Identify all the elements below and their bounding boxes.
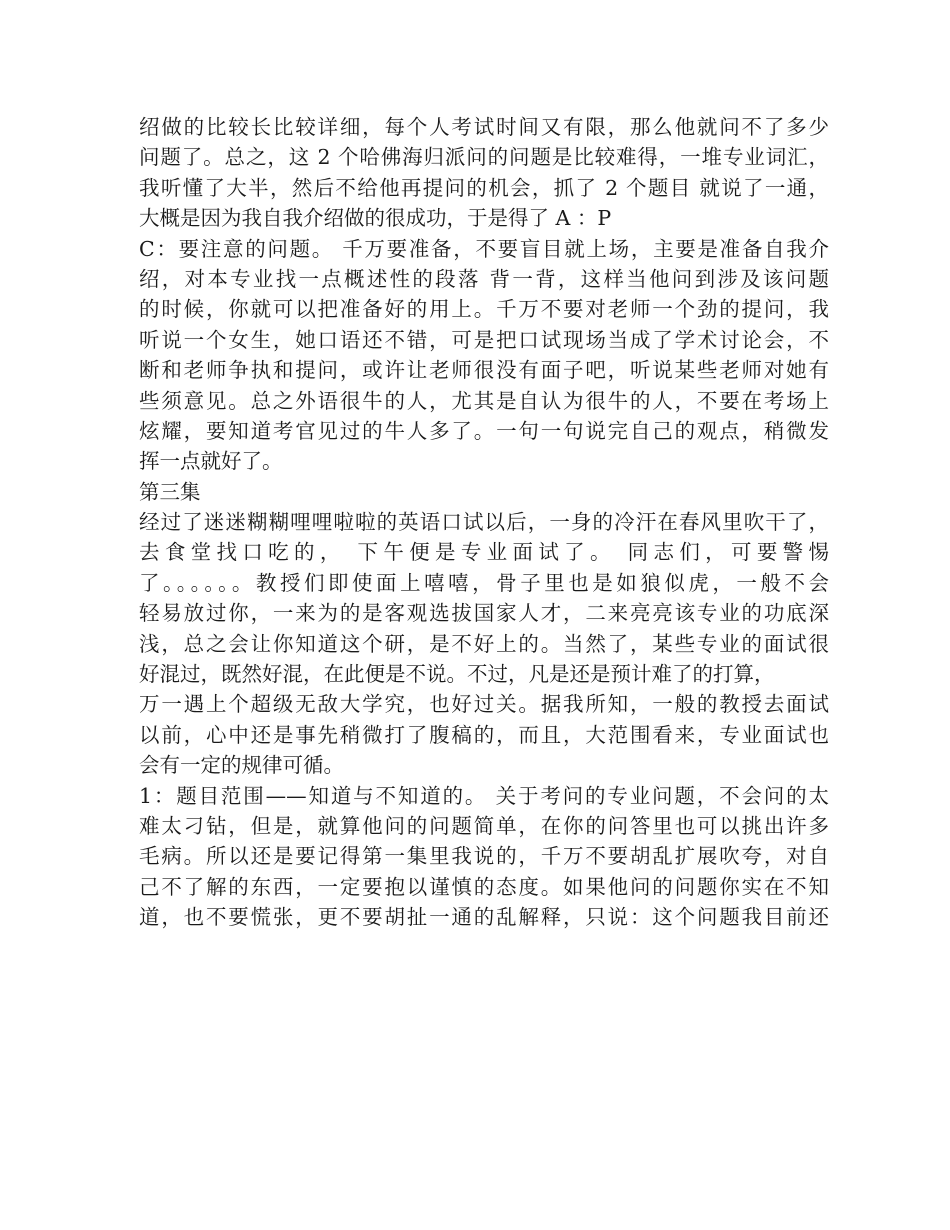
text-line: 些须意见。总之外语很牛的人，尤其是自认为很牛的人，不要在考场上 xyxy=(139,388,829,413)
text-line: 挥一点就好了。 xyxy=(139,449,283,474)
text-line: 断和老师争执和提问，或许让老师很没有面子吧，听说某些老师对她有 xyxy=(139,358,829,383)
text-line: 好混过，既然好混，在此便是不说。不过，凡是还是预计难了的打算， xyxy=(139,662,775,687)
text-line: 了。。。。。。教授们即使面上嘻嘻，骨子里也是如狼似虎，一般不会 xyxy=(139,570,829,595)
text-line: 炫耀，要知道考官见过的牛人多了。一句一句说完自己的观点，稍微发 xyxy=(139,418,829,443)
text-line: 绍做的比较长比较详细，每个人考试时间又有限，那么他就问不了多少 xyxy=(139,115,829,139)
text-line: 1：题目范围——知道与不知道的。 关于考问的专业问题，不会问的太 xyxy=(139,783,829,808)
text-line: 万一遇上个超级无敌大学究，也好过关。据我所知，一般的教授去面试 xyxy=(139,692,829,717)
text-line: 问题了。总之，这 2 个哈佛海归派问的问题是比较难得，一堆专业词汇， xyxy=(139,145,829,170)
text-line: 以前，心中还是事先稍微打了腹稿的，而且，大范围看来，专业面试也 xyxy=(139,722,829,747)
text-line: 己不了解的东西，一定要抱以谨慎的态度。如果他问的问题你实在不知 xyxy=(139,874,829,899)
text-line: 去食堂找口吃的， 下午便是专业面试了。 同志们，可要警惕 xyxy=(139,540,829,565)
text-line: 我听懂了大半，然后不给他再提问的机会，抓了 2 个题目 就说了一通， xyxy=(139,175,829,200)
text-line: 大概是因为我自我介绍做的很成功，于是得了 A ：P xyxy=(139,206,612,231)
text-line: 浅，总之会让你知道这个研，是不好上的。当然了，某些专业的面试很 xyxy=(139,631,829,656)
text-line: 毛病。所以还是要记得第一集里我说的，千万不要胡乱扩展吹夸，对自 xyxy=(139,844,829,869)
text-line: C：要注意的问题。 千万要准备，不要盲目就上场，主要是准备自我介 xyxy=(139,236,829,261)
text-line: 经过了迷迷糊糊哩哩啦啦的英语口试以后，一身的冷汗在春风里吹干了， xyxy=(139,510,829,535)
text-line: 会有一定的规律可循。 xyxy=(139,753,344,778)
text-line: 第三集 xyxy=(139,479,201,504)
document-body xyxy=(139,112,829,933)
text-line: 的时候，你就可以把准备好的用上。千万不要对老师一个劲的提问，我 xyxy=(139,297,829,322)
text-line: 轻易放过你，一来为的是客观选拔国家人才，二来亮亮该专业的功底深 xyxy=(139,601,829,626)
text-line: 听说一个女生，她口语还不错，可是把口试现场当成了学术讨论会，不 xyxy=(139,327,829,352)
text-line: 道，也不要慌张，更不要胡扯一通的乱解释，只说：这个问题我目前还 xyxy=(139,905,829,930)
text-line: 难太刁钻，但是，就算他问的问题简单，在你的问答里也可以挑出许多 xyxy=(139,813,829,838)
text-line: 绍，对本专业找一点概述性的段落 背一背，这样当他问到涉及该问题 xyxy=(139,266,829,291)
